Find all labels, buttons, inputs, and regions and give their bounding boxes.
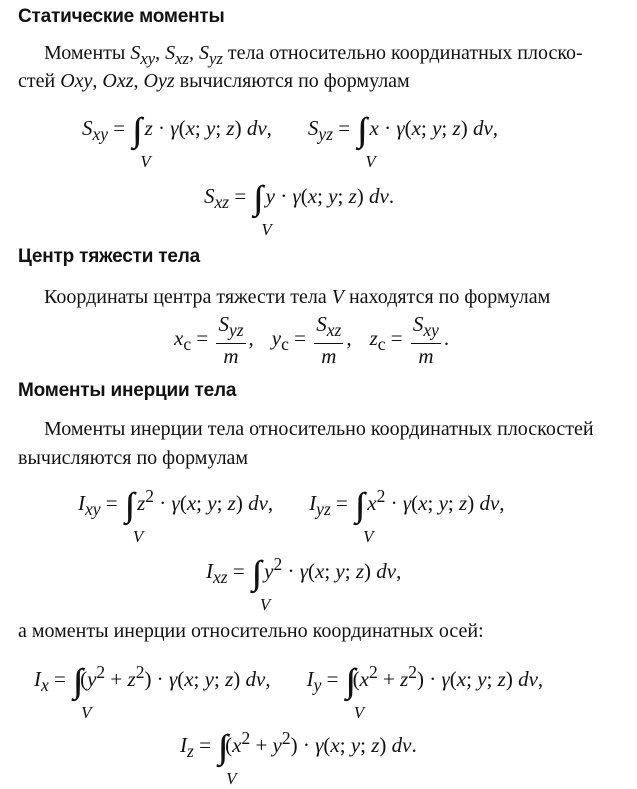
heading-moments-of-inertia: Моменты инерции тела bbox=[18, 380, 237, 401]
paragraph-inertia-line1: Моменты инерции тела относительно координатных плоскостей bbox=[44, 418, 594, 440]
paragraph-static-moments-line1: Моменты $S_{xy}$, $S_{xz}$, $S_{yz}$ тела относительно координатных плоско- bbox=[44, 42, 583, 68]
paragraph-static-moments-line2: стей Oxy, Oxz, Oyz вычисляются по формулам bbox=[18, 70, 410, 92]
formula-ix-iy: $I_x$ = ∫∫∫ V $(y^2 + z^2) \cdot \gamma(x$; y; z) dv, $I_y$ = ∫∫∫ V $(x^2 + z^2) \cdot \gamma(x$; y; z) dv, bbox=[34, 662, 544, 722]
formula-center-coords: $x_c$ = $\frac{S_{yz}}{m}$ , $y_c$ = $\frac{S_{xz}}{m}$ , $z_c$ = $\frac{S_{xy}}{m}$ . bbox=[174, 312, 450, 369]
heading-center-of-gravity: Центр тяжести тела bbox=[18, 246, 201, 267]
formula-sxy-syz: $S_{xy}$ = ∫∫∫ V z · γ(x; y; z) dv, $S_{yz}$ = ∫∫∫ V x · γ(x; y; z) dv, bbox=[82, 112, 499, 171]
formula-ixz: $I_{xz}$ = ∫∫∫ V $y^2 \cdot \gamma(x$; y; z) dv, bbox=[206, 554, 402, 614]
heading-static-moments: Статические моменты bbox=[18, 6, 225, 27]
paragraph-center-of-gravity: Координаты центра тяжести тела V находятся по формулам bbox=[44, 286, 551, 308]
formula-ixy-iyz: $I_{xy}$ = ∫∫∫ V $z^2 \cdot \gamma(x$; y; z) dv, $I_{yz}$ = ∫∫∫ V $x^2 \cdot \gamma(x$; y; z) dv, bbox=[78, 486, 505, 546]
paragraph-inertia-line2: вычисляются по формулам bbox=[18, 447, 249, 469]
formula-iz: $I_z$ = ∫∫∫ V $(x^2 + y^2) \cdot \gamma(x$; y; z) dv. bbox=[180, 728, 417, 788]
formula-sxz: $S_{xz}$ = ∫∫∫ V y · γ(x; y; z) dv. bbox=[204, 180, 395, 239]
paragraph-inertia-axes: а моменты инерции относительно координатных осей: bbox=[18, 620, 484, 642]
